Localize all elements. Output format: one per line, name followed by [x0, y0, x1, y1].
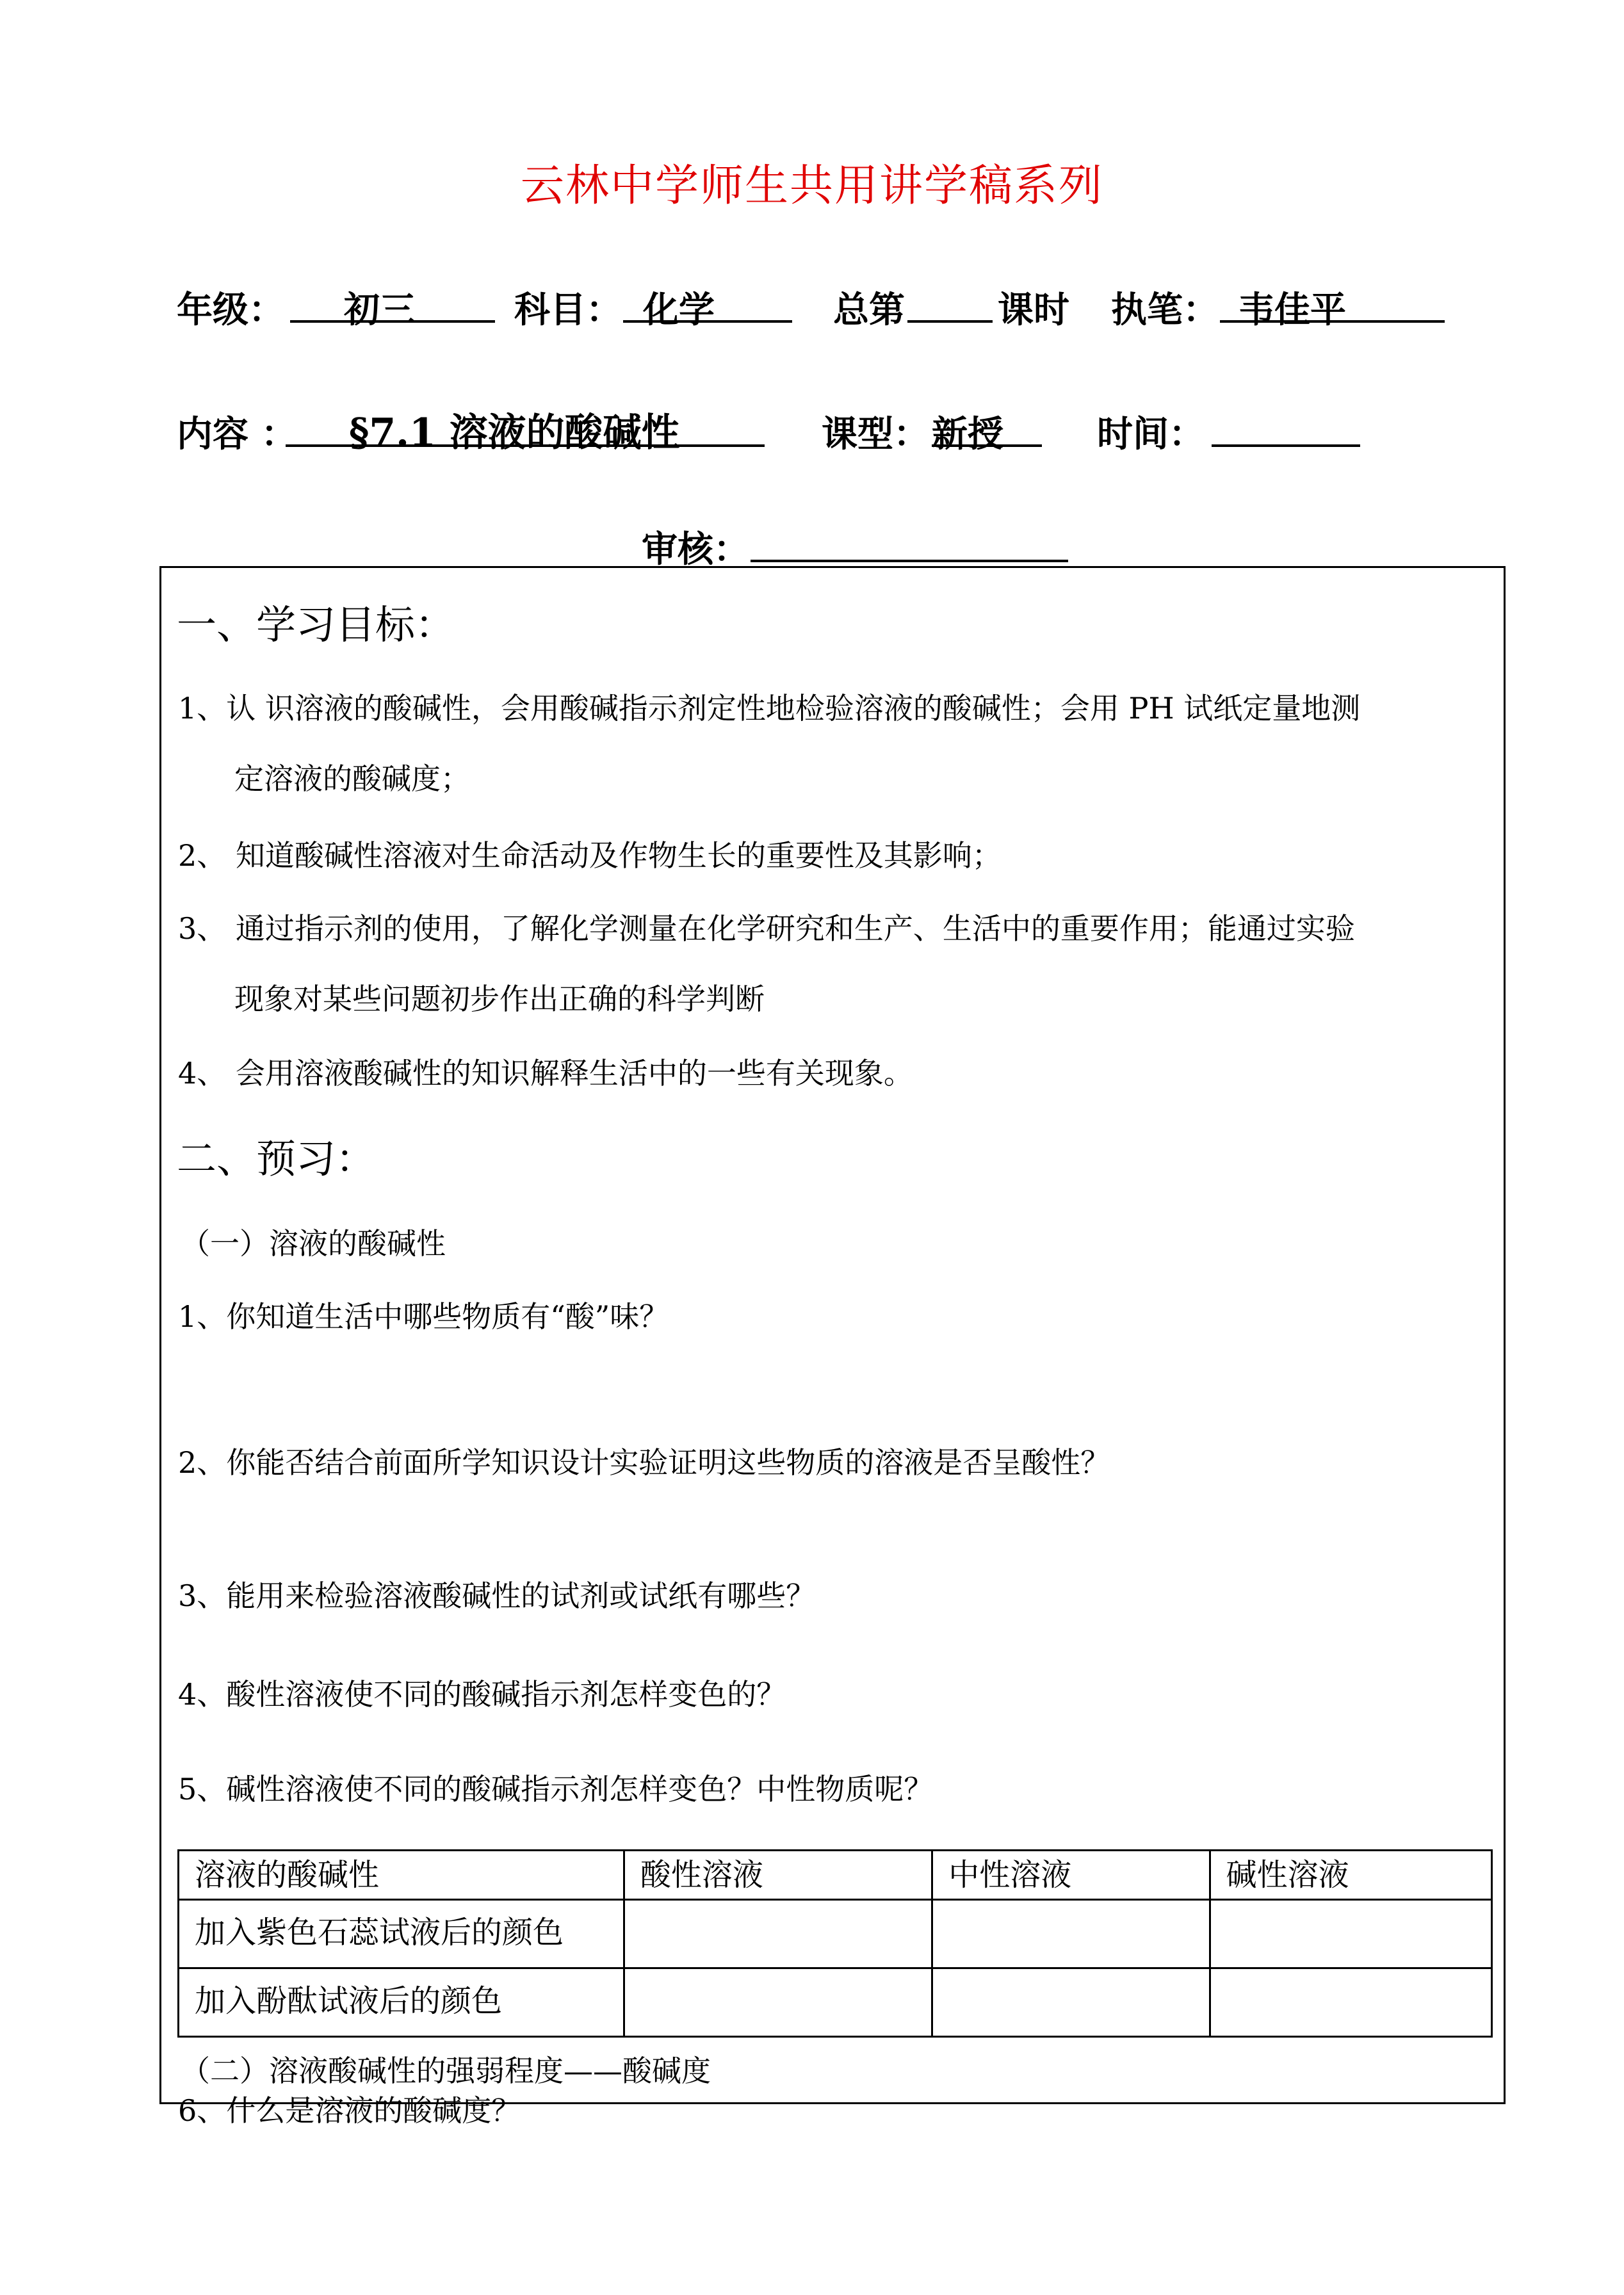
preview-heading: 二、预习：: [177, 1135, 376, 1182]
author-value: 韦佳平: [1238, 289, 1346, 331]
table-cell: [1210, 1900, 1491, 1968]
period-label: 课时: [998, 289, 1069, 331]
content-underline: [286, 444, 765, 447]
table-cell: 加入紫色石蕊试液后的颜色: [179, 1900, 624, 1968]
content-value: §7.1 溶液的酸碱性: [349, 410, 680, 455]
objective-line: 1、认 识溶液的酸碱性，会用酸碱指示剂定性地检验溶液的酸碱性；会用 PH 试纸定量地测: [178, 691, 1361, 726]
table-cell: [932, 1900, 1210, 1968]
content-label: 内容 ：: [177, 413, 297, 455]
table-cell: [1210, 1968, 1491, 2037]
time-label: 时间：: [1097, 413, 1205, 455]
objective-line: 现象对某些问题初步作出正确的科学判断: [234, 982, 765, 1016]
review-underline: [751, 560, 1068, 562]
table-cell: [624, 1900, 932, 1968]
subject-value: 化学: [643, 289, 715, 331]
preview-question: 5、碱性溶液使不同的酸碱指示剂怎样变色？中性物质呢？: [178, 1772, 934, 1806]
preview-subheading: （一）溶液的酸碱性: [181, 1226, 446, 1261]
subject-label: 科目：: [514, 289, 622, 331]
grade-value: 初三: [344, 289, 416, 331]
preview-question: 2、你能否结合前面所学知识设计实验证明这些物质的溶液是否呈酸性？: [178, 1445, 1110, 1480]
objective-line: 2、 知道酸碱性溶液对生命活动及作物生长的重要性及其影响；: [178, 838, 1002, 873]
type-value: 新授: [932, 413, 1003, 455]
type-label: 课型：: [822, 413, 929, 455]
preview-question: 6、什么是溶液的酸碱度？: [178, 2093, 521, 2128]
table-header-row: [179, 1851, 1492, 1900]
objective-line: 3、 通过指示剂的使用，了解化学测量在化学研究和生产、生活中的重要作用；能通过实验: [178, 911, 1355, 946]
table-row: [179, 1968, 1492, 2037]
preview-question: 4、酸性溶液使不同的酸碱指示剂怎样变色的？: [178, 1677, 786, 1712]
table-cell: 加入酚酞试液后的颜色: [179, 1968, 624, 2037]
objective-line: 定溶液的酸碱度；: [234, 761, 470, 796]
table-row: [179, 1900, 1492, 1968]
table-cell: [624, 1968, 932, 2037]
preview-question: 3、能用来检验溶液酸碱性的试剂或试纸有哪些？: [178, 1578, 816, 1613]
table-header-cell: 溶液的酸碱性: [179, 1851, 624, 1900]
table-header-cell: 酸性溶液: [624, 1851, 932, 1900]
total-label: 总第: [833, 289, 905, 331]
preview-subheading: （二）溶液酸碱性的强弱程度——酸碱度: [181, 2054, 711, 2088]
author-label: 执笔：: [1111, 289, 1219, 331]
table-cell: [932, 1968, 1210, 2037]
type-underline: [932, 444, 1042, 447]
preview-question: 1、你知道生活中哪些物质有“酸”味？: [178, 1299, 669, 1334]
table-header-cell: 碱性溶液: [1210, 1851, 1491, 1900]
table-header-cell: 中性溶液: [932, 1851, 1210, 1900]
author-underline: [1220, 320, 1445, 323]
grade-label: 年级：: [177, 289, 284, 331]
page-title: 云林中学师生共用讲学稿系列: [520, 161, 1103, 211]
subject-underline: [623, 320, 792, 323]
objective-line: 4、 会用溶液酸碱性的知识解释生活中的一些有关现象。: [178, 1056, 913, 1091]
time-underline: [1212, 444, 1360, 447]
indicator-table: [177, 1849, 1493, 2038]
review-label: 审核：: [642, 528, 749, 571]
objectives-heading: 一、学习目标：: [177, 601, 455, 648]
grade-underline: [290, 320, 495, 323]
total-underline: [907, 320, 993, 323]
